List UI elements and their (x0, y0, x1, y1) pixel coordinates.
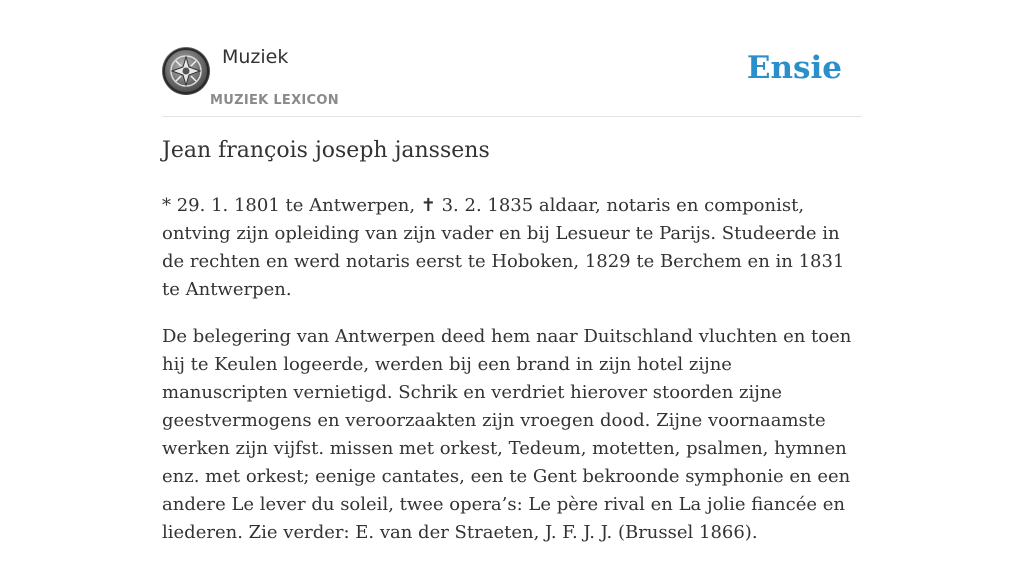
site-name-link[interactable]: Muziek (222, 46, 289, 68)
article-paragraph: De belegering van Antwerpen deed hem naar Duitschland vluchten en toen hij te Keulen logeerde, werden bij een brand in zijn hotel zijne manuscripten vernietigd. Schrik en verdriet hierover stoorden zijne geestvermogens en veroorzaakten zijn vroegen dood. Zijne voornaamste werken zijn vijfst. missen met orkest, Tedeum, motetten, psalmen, hymnen enz. met orkest; eenige cantates, een te Gent bekroonde symphonie en een andere Le lever du soleil, twee opera’s: Le père rival en La jolie fiancée en liederen. Zie verder: E. van der Straeten, J. F. J. J. (Brussel 1866). (162, 326, 852, 543)
brand-logo[interactable]: Ensie (746, 50, 842, 86)
article-paragraph: * 29. 1. 1801 te Antwerpen, ✝ 3. 2. 1835 aldaar, notaris en componist, ontving zijn opleiding van zijn vader en bij Lesueur te Parijs. Studeerde in de rechten en werd notaris eerst te Hoboken, 1829 te Berchem en in 1831 te Antwerpen. (162, 195, 845, 300)
site-subtitle: MUZIEK LEXICON (210, 93, 339, 108)
ornament-medallion-graphic (162, 47, 210, 95)
article-title: Jean françois joseph janssens (162, 138, 490, 163)
ornament-medallion-icon[interactable] (162, 47, 210, 95)
article-body (162, 192, 862, 566)
site-header (162, 0, 862, 117)
